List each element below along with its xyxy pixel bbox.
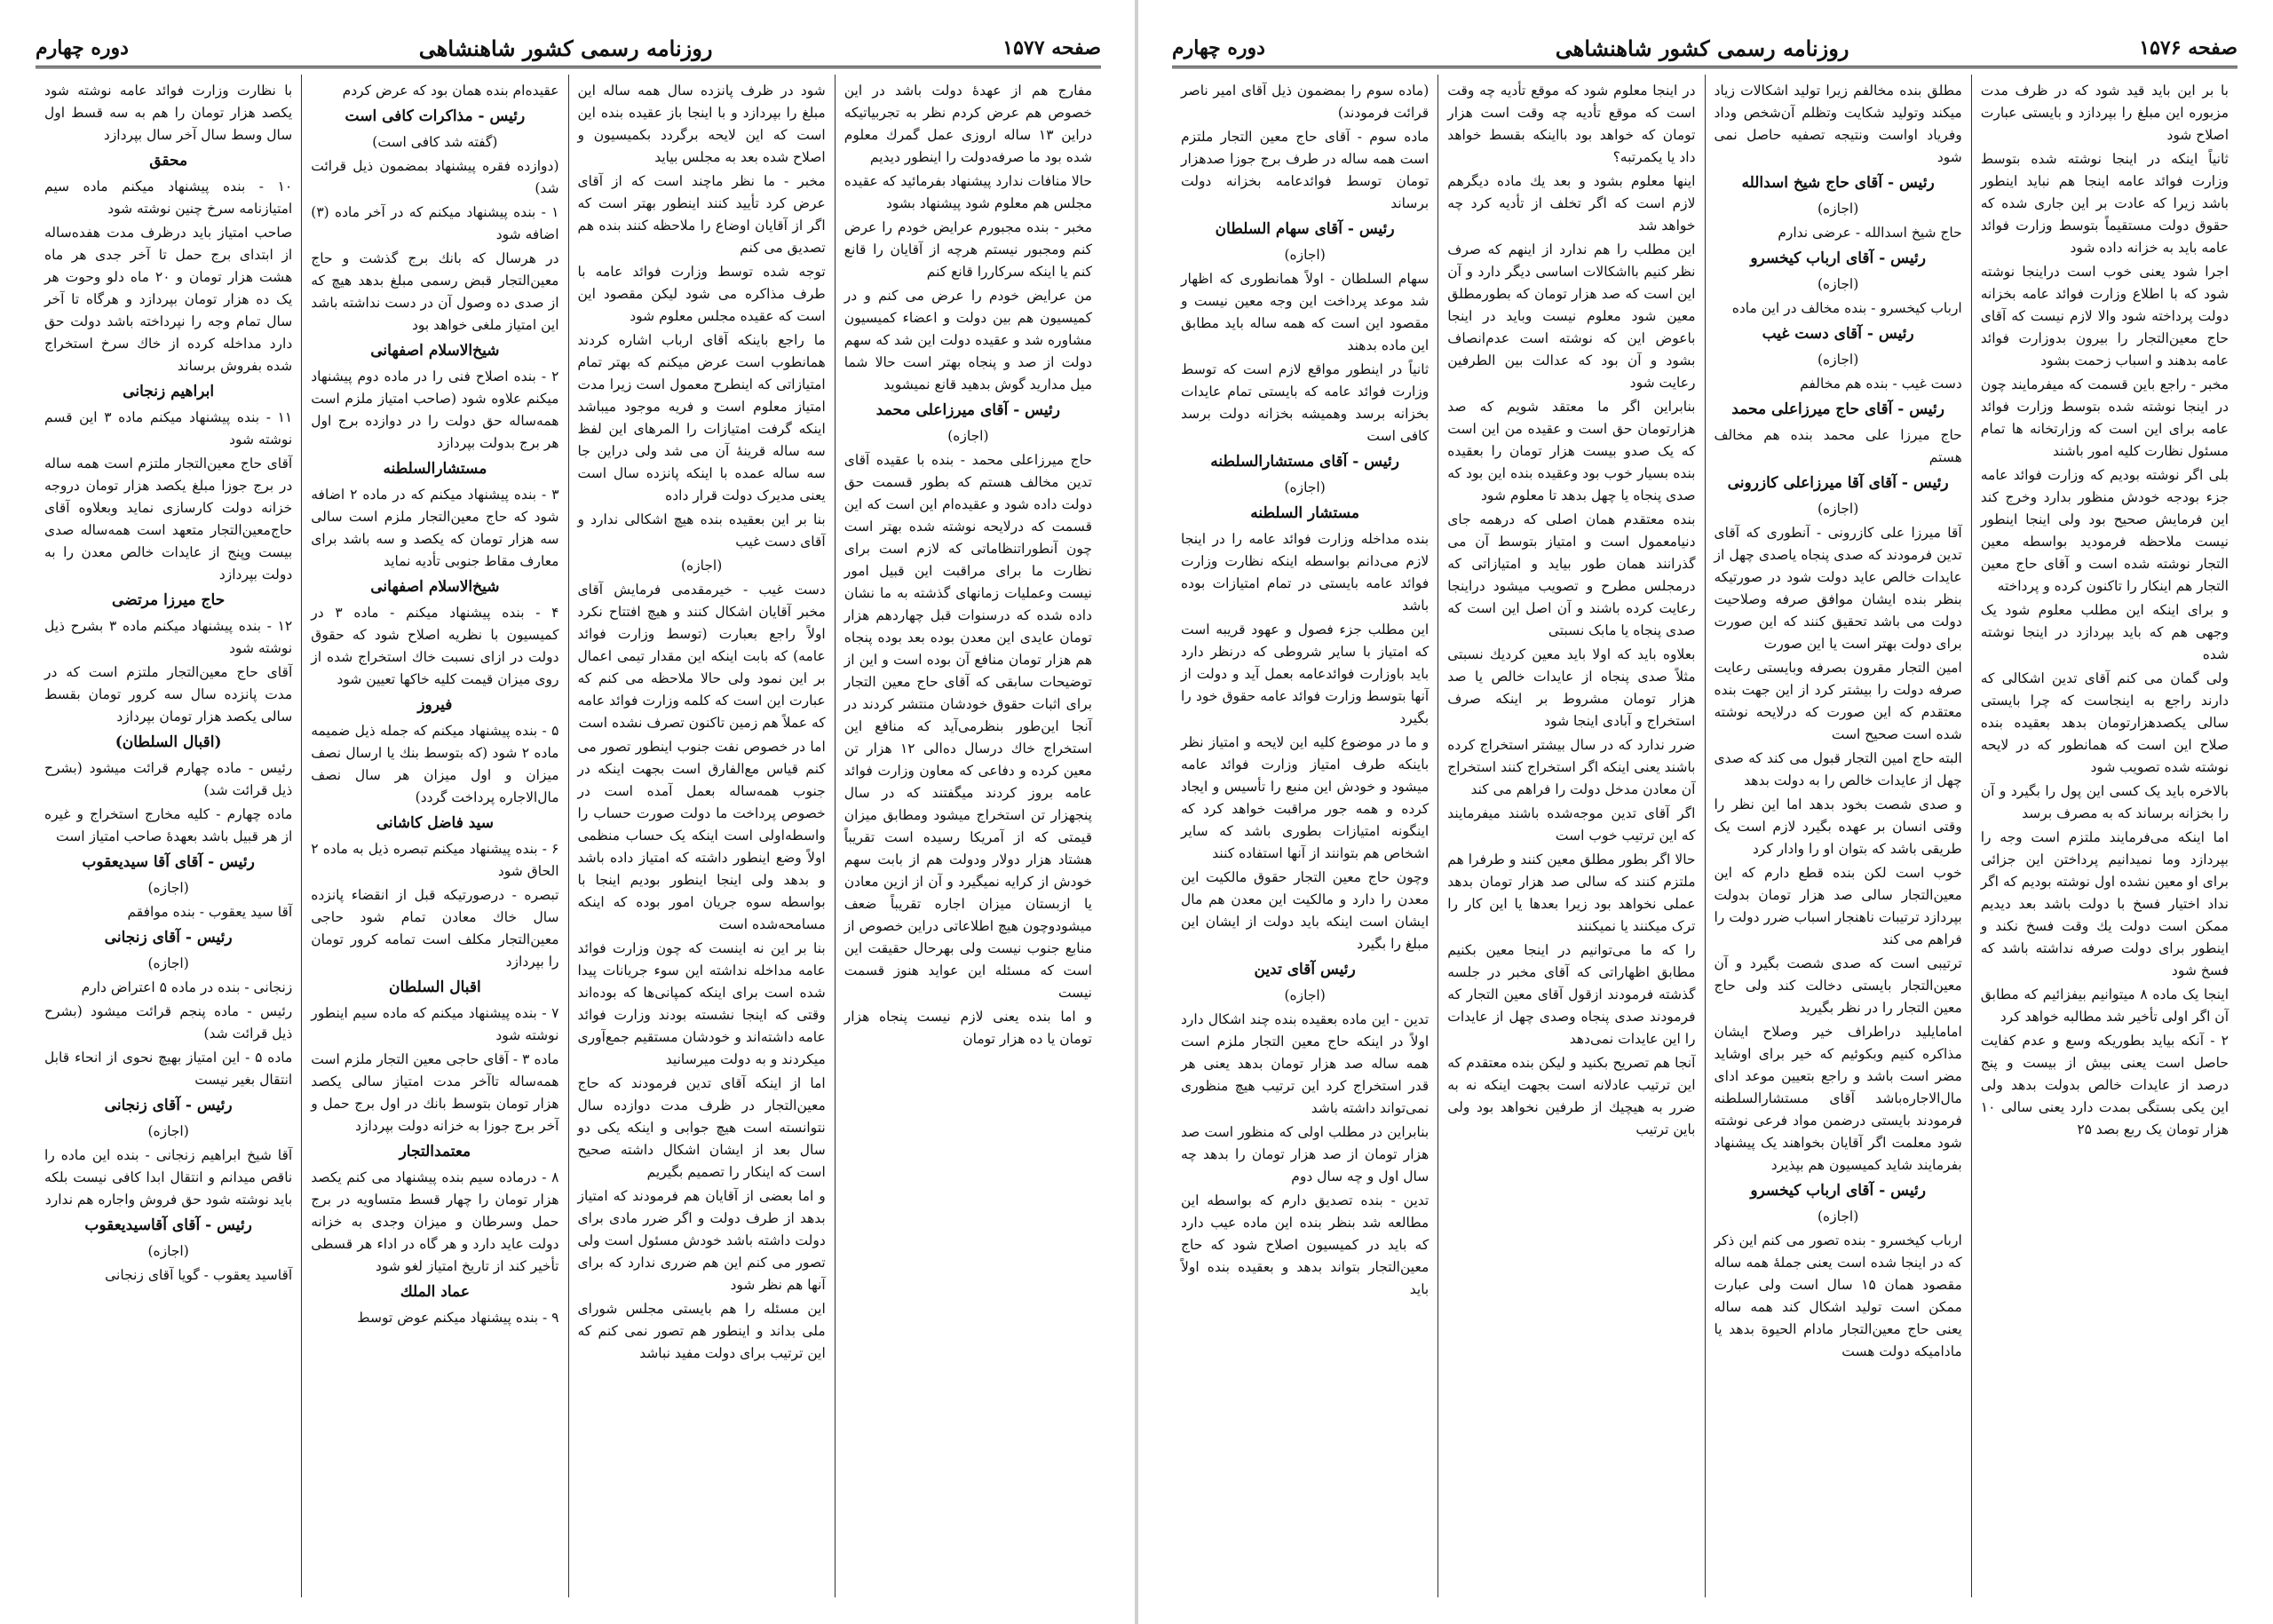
paragraph: حاج میرزا علی محمد بنده هم مخالف هستم <box>1714 427 1962 465</box>
paragraph: حالا اگر بطور مطلق معین کنند و طرفرا هم ملتزم کنند که سالی صد هزار تومان بدهد عملی نخواهد بود زیرا بعدها یا این کار را ترک میکنند یا نمیکنند <box>1447 852 1696 934</box>
permission-note: (اجازه) <box>147 1243 189 1259</box>
paragraph: حاج شیخ اسدالله - عرضی ندارم <box>1778 225 1962 241</box>
permission-note: (اجازه) <box>1284 247 1326 263</box>
left-header-page-number: صفحه ۱۵۷۷ <box>1002 36 1101 59</box>
permission-note: (اجازه) <box>147 880 189 896</box>
permission-note: (گفته شد کافی است) <box>372 134 498 150</box>
left-page-columns <box>36 75 1101 1597</box>
permission-note: (اجازه) <box>1817 352 1859 368</box>
paragraph: آقا شیخ ابراهیم زنجانی - بنده این ماده را ناقص میدانم و انتقال ابدا کافی نیست بلکه باید نوشته شود حق فروش واجاره هم ندارد <box>44 1147 293 1208</box>
paragraph: ۸ - درماده سیم بنده پیشنهاد می کنم یکصد هزار تومان را چهار قسط متساویه در برج حمل وسرطان و میزان وجدی به خزانه دولت عاید دارد و هر گاه در اداء هر قسطی تأخیر کند از تاریخ امتیاز لغو شود <box>311 1169 559 1274</box>
paragraph: ماده ۳ - آقای حاجی معین التجار ملزم است همه‌ساله تاآخر مدت امتیاز سالی یکصد هزار تومان بتوسط بانك در اول برج حمل و آخر برج جوزا به خزانه دولت بپردازد <box>311 1051 559 1134</box>
text-column <box>301 75 567 1597</box>
permission-note: (اجازه) <box>680 558 723 574</box>
paragraph: مفارج هم از عهدهٔ دولت باشد در این خصوص هم عرض کردم نظر به تجربیاتیکه دراین ۱۳ ساله اروزی عمل گمرك معلوم شده بود ما صرفه‌دولت را اینطور دیدیم <box>843 83 1093 165</box>
left-page-header <box>36 30 1101 68</box>
paragraph: ۱۰ - بنده پیشنهاد میکنم ماده سیم امتیازنامه سرخ چنین نوشته شود <box>44 178 293 217</box>
paragraph: و ما در موضوع کلیه این لایحه و امتیاز نظر باینکه طرف امتیاز وزارت فوائد عامه میشود و خودش این منبع را تأسیس و ایجاد کرده و همه جور مراقبت خواهد کرد که اینگونه امتیازات بطوری باشد که سایر اشخاص هم بتوانند از آنها استفاده کنند <box>1181 734 1430 861</box>
paragraph: ماده سوم - آقای حاج معین التجار ملتزم است همه ساله در طرف برج جوزا صدهزار تومان توسط فوائدعامه بخزانه دولت برساند <box>1181 129 1430 211</box>
paragraph: ارباب کیخسرو - بنده مخالف در این ماده <box>1731 300 1962 316</box>
speaker-heading: معتمدالتجار <box>399 1143 471 1161</box>
paragraph: تدین - این ماده بعقیده بنده چند اشکال دارد اولاً در اینکه حاج معین التجار ملزم است همه ساله صد هزار تومان بدهد یعنی هر قدر استخراج کرد این ترتیب هیچ منظوری نمی‌تواند داشته باشد <box>1181 1011 1430 1116</box>
paragraph: بنابراین در مطلب اولی که منظور است صد هزار تومان از صد هزار تومان را بدهد چه سال اول و چه سال دوم <box>1181 1124 1430 1184</box>
right-page <box>1136 0 2273 1624</box>
paragraph: مخبر - بنده مجبورم عرایض خودم را عرض کنم ومجبور نیستم هرچه از آقایان را قانع کنم یا اینکه سرکاررا قانع کنم <box>843 219 1092 280</box>
speaker-heading: رئیس - آقای میرزاعلی محمد <box>875 401 1060 419</box>
permission-note: (اجازه) <box>947 428 989 444</box>
speaker-heading: رئیس - آقای آقا میرزاعلی کازرونی <box>1727 474 1949 492</box>
paragraph: ماده چهارم - کلیه مخارج استخراج و غیره از هر قبیل باشد بعهدهٔ صاحب امتیاز است <box>44 806 293 844</box>
paragraph: آقا سید یعقوب - بنده موافقم <box>127 904 293 920</box>
paragraph: اجرا شود یعنی خوب است دراینجا نوشته شود که با اطلاع وزارت فوائد عامه بخزانه دولت پرداخته شود والا لازم نیست که آقای حاج معین‌التجار را بیرون بدوزارت فوائد عامه بدهند و اسباب زحمت بشود <box>1980 264 2229 368</box>
paragraph: تبصره - درصورتیکه قبل از انقضاء پانزده سال خاك معادن تمام شود حاجی معین‌التجار مکلف است تمامه کرور تومان را بپردازد <box>311 887 559 970</box>
speaker-heading: شیخ‌الاسلام اصفهانی <box>370 578 500 596</box>
left-header-period: دوره چهارم <box>36 36 129 59</box>
paragraph: حاج میرزاعلی محمد - بنده با عقیده آقای تدین مخالف هستم که بطور قسمت حق دولت داده شود و عقیده‌ام این است که این قسمت که درلایحه نوشته شده بهتر است چون آنطوراتنظاماتی که لازم است برای نظارت ما برای مراقبت این قبیل امور نیست وعملیات زمانهای گذشته به ما نشان داده شده که درسنوات قبل چهاردهم هزار تومان عایدی این معدن بوده بعد بوده پنجاه هم هزار تومان منافع آن بوده است و این از توضیحات سابقی که آقای حاج معین التجار برای اثبات حقوق خودشان منتشر کردند در آنجا این‌طور بنظرمی‌آید که منافع این استخراج خاك درسال ده‌الی ۱۲ هزار تن معین کرده و دفاعی که معاون وزارت فوائد عامه بروز کردند میگفتند که در سال پنجهزار تن استخراج میشود ومطابق میزان قیمتی که از آمریکا رسیده است تقریباً هشتاد هزار دولار ودولت هم از بابت سهم خودش از کرایه نمیگیرد و آن از ازین معادن یا ازبستان میزان اجاره تقریباً ضعف میشودوچون هیچ اطلاعاتی دراین خصوص از منابع جنوب نیست ولی بهرحال حقیقت این است که مسئله این عواید هنوز قسمت نیست <box>843 452 1092 1001</box>
paragraph: ۱۲ - بنده پیشنهاد میکنم ماده ۳ بشرح ذیل نوشته شود <box>44 618 293 656</box>
permission-note: (اجازه) <box>1284 987 1326 1003</box>
paragraph: (دوازده فقره پیشنهاد بمضمون ذیل قرائت شد) <box>311 158 559 196</box>
paragraph: ۲ - بنده اصلاح فنی را در ماده دوم پیشنهاد میکنم علاوه شود (صاحب امتیاز ملزم است همه‌ساله حق دولت را در دوازده برج اول هر برج بدولت بپردازد <box>311 368 559 451</box>
speaker-heading: عماد الملك <box>400 1283 471 1301</box>
paragraph: ۹ - بنده پیشنهاد میکنم عوض توسط <box>357 1310 559 1326</box>
paragraph: این مطلب جزء فصول و عهود قریبه است که امتیاز با سایر شروطی که درنظر دارد باید باوزارت فوائدعامه بعمل آید و دولت از آنها بتوسط وزارت فوائد عامه حقوق خود را بگیرد <box>1181 622 1430 726</box>
paragraph: آقای حاج معین‌التجار ملتزم است که در مدت پانزده سال سه کرور تومان بقسط سالی یکصد هزار تومان بپردازد <box>44 664 293 725</box>
paragraph: عقیده‌ام بنده همان بود که عرض کردم <box>342 83 559 99</box>
paragraph: بنده معتقدم همان اصلی که درهمه جای دنیامعمول است و امتیاز بتوسط آن می گذرانند همان طور بیاید و امتیازاتی که درمجلس مطرح و تصویب میشود دراینجا رعایت کرده باشند و آن اصل این است که صدی پنجاه یا مابک نسبتی <box>1447 511 1696 638</box>
paragraph: دست غیب - بنده هم مخالفم <box>1800 376 1962 392</box>
paragraph: توجه شده توسط وزارت فوائد عامه با طرف مذاکره می شود لیکن مقصود این است که عقیده مجلس معلوم شود <box>577 264 826 324</box>
paragraph: ۲ - آنکه بیاید بطوریکه وسع و عدم کفایت حاصل است یعنی بیش از بیست و پنج درصد از عایدات خالص بدولت بدهد ولی این یکی بستگی بمدت دارد یعنی سالی ۱۰ هزار تومان یک ربع بصد ۲۵ <box>1980 1033 2229 1137</box>
paragraph: و صدی شصت بخود بدهد اما این نظر را وقتی انسان بر عهده بگیرد لازم است یک طریقی باشد که بتوان او را وادار کرد <box>1714 796 1962 857</box>
speaker-heading: رئیس - آقای دست غیب <box>1762 325 1914 343</box>
paragraph: ۵ - بنده پیشنهاد میکنم که جمله ذیل ضمیمه ماده ۲ شود (که بتوسط بنك یا ارسال نصف میزان و اول میزان هر سال نصف مال‌الاجاره پرداخت گردد) <box>311 723 559 805</box>
paragraph: البته حاج امین التجار قبول می کند که صدی چهل از عایدات خالص را به دولت بدهد <box>1714 750 1962 788</box>
left-page <box>0 0 1136 1624</box>
paragraph: و اما بنده یعنی لازم نیست پنجاه هزار تومان یا ده هزار تومان <box>843 1009 1092 1047</box>
paragraph: اما در خصوص نفت جنوب اینطور تصور می کنم قیاس مع‌الفارق است بجهت اینکه در جنوب همه‌ساله بعمل آمده است در خصوص پرداخت ما دولت صورت حساب را واسطه‌اولی است اینکه یک حساب منظمی اولاً وضع اینطور داشته که امتیاز داده باشد و بدهد ولی اینجا اینطور بودیم اینجا با بواسطه سوه جریان امور بوده که اینکه مسامحه‌شده است <box>577 739 826 932</box>
paragraph: رئیس - ماده پنجم قرائت میشود (بشرح ذیل قرائت شد) <box>44 1003 293 1042</box>
paragraph: این مطلب را هم ندارد از اینهم که صرف نظر کنیم بااشکالات اساسی دیگر دارد و آن این است که صد هزار تومان که بطورمطلق معین شود معلوم نیست وباید در اینجا باعوض این که نوشته است عدم‌انصاف بشود و آن بود که عدالت بین الطرفین رعایت شود <box>1447 242 1696 391</box>
speaker-heading: رئیس - آقای حاج میرزاعلی محمد <box>1731 400 1944 418</box>
paragraph: ۶ - بنده پیشنهاد میکنم تبصره ذیل به ماده ۲ الحاق شود <box>311 841 559 879</box>
paragraph: بنده مداخله وزارت فوائد عامه را در اینجا لازم می‌دانم بواسطه اینکه نظارت وزارت فوائد عامه بایستی در تمام امتیازات بوده باشد <box>1181 531 1430 614</box>
permission-note: (اجازه) <box>1817 201 1859 217</box>
paragraph: مخبر - راجع باین قسمت که میفرمایند چون در اینجا نوشته شده بتوسط وزارت فوائد عامه برای این است که وزارتخانه ها تمام مسئول نظارت کلیه امور باشند <box>1980 376 2229 459</box>
speaker-heading: مستشارالسلطنه <box>383 460 487 478</box>
paragraph: با نظارت وزارت فوائد عامه نوشته شود یکصد هزار تومان را هم به سه قسط اول سال وسط سال آخر سال بپردازد <box>44 83 293 143</box>
paragraph: آقا میرزا علی کازرونی - آنطوری که آقای تدین فرمودند که صدی پنجاه یاصدی چهل از عایدات خالص عاید دولت شود در صورتیکه بنظر بنده ایشان موافق صرفه وصلاحیت دولت می باشد تحقیق کنند که این صورت برای دولت بهتر است یا این صورت <box>1714 525 1962 652</box>
paragraph: در اینجا معلوم شود که موقع تأدیه چه وقت است که موقع تأدیه چه وقت است هزار تومان که خواهد بود بااینکه بقسط خواهد داد یا یکمرتبه؟ <box>1447 83 1696 165</box>
paragraph: رئیس - ماده چهارم قرائت میشود (بشرح ذیل قرائت شد) <box>44 760 293 798</box>
text-column <box>1437 75 1704 1597</box>
paragraph: و اما بعضی از آقایان هم فرمودند که امتیاز بدهد از طرف دولت و اگر ضرر مادی برای دولت داشته باشد خودش مسئول است ولی تصور می کنم این هم ضرری ندارد که برای آنها هم نظر شود <box>577 1188 826 1293</box>
speaker-heading: شیخ‌الاسلام اصفهانی <box>370 342 500 360</box>
paragraph: ثانیاً در اینطور مواقع لازم است که توسط وزارت فوائد عامه که بایستی تمام عایدات بخزانه برسد وهمیشه بخزانه دولت برسد کافی است <box>1181 361 1430 444</box>
speaker-heading: رئیس - آقای ارباب کیخسرو <box>1750 250 1926 267</box>
paragraph: وچون حاج معین التجار حقوق مالکیت این معدن را دارد و مالکیت این معدن هم مال ایشان است اینکه باید دولت از ایشان این مبلغ را بگیرد <box>1181 869 1430 952</box>
paragraph: اما اینکه می‌فرمایند ملتزم است وجه را بپردازد وما نمیدانیم پرداختن این جزائی برای او معین نشده اول نوشته بودیم که اگر نداد اختیار فسخ با دولت باشد بعد دیدیم ممکن است دولت یك وقت فسخ نکند و اینطور برای دولت صرفه نداشته باشد که فسخ شود <box>1980 829 2229 978</box>
paragraph: با بر این باید قید شود که در ظرف مدت مزبوره این مبلغ را بپردازد و بایستی عبارت اصلاح شود <box>1980 83 2229 143</box>
right-page-columns <box>1172 75 2237 1597</box>
paragraph: اینها معلوم بشود و بعد یك ماده دیگرهم لازم است که اگر تخلف از تأدیه کرد چه خواهد شد <box>1447 173 1696 234</box>
right-header-page-number: صفحه ۱۵۷۶ <box>2139 36 2237 59</box>
speaker-heading: رئیس - آقای زنجانی <box>104 1097 233 1114</box>
permission-note: (اجازه) <box>1284 479 1326 495</box>
paragraph: و برای اینکه این مطلب معلوم شود یک وجهی هم که باید بپردازد در اینجا نوشته شده <box>1980 602 2229 662</box>
speaker-heading: رئیس - آقای زنجانی <box>104 929 233 947</box>
text-column <box>1971 75 2237 1597</box>
paragraph: دست غیب - خیرمقدمی فرمایش آقای مخبر آقایان اشکال کنند و هیچ افتتاح نکرد اولاً راجع بعبارت (توسط وزارت فوائد عامه) که بابت اینکه این مقدار تیمی اعمال بر این نمود ولی حالا ملاحظه می کنم که عبارت این است که کلمه وزارت فوائد عامه که عملاً هم زمین تاکنون تصرف نشده است <box>577 582 826 731</box>
speaker-heading: (اقبال السلطان) <box>115 733 222 751</box>
text-column <box>1705 75 1971 1597</box>
paragraph: ترتیبی است که صدی شصت بگیرد و آن معین‌التجار بایستی دخالت کند ولی حاج معین التجار را در نظر بگیرید <box>1714 955 1962 1016</box>
permission-note: (اجازه) <box>1817 1208 1859 1224</box>
paragraph: (ماده سوم را بمضمون ذیل آقای امیر ناصر قرائت فرمودند) <box>1181 83 1430 121</box>
paragraph: ثانیاً اینکه در اینجا نوشته شده بتوسط وزارت فوائد عامه اینجا هم نباید اینطور باشد زیرا که عادت بر این جاری شده که حقوق دولت مستقیماً بتوسط وزارت فوائد عامه باید به خزانه داده شود <box>1980 151 2229 256</box>
paragraph: اگر آقای تدین موجه‌شده باشند میفرمایند که این ترتیب خوب است <box>1447 805 1696 844</box>
paragraph: اینجا یک ماده ۸ میتوانیم بیفزائیم که مطابق آن اگر اولی تأخیر شد مطالبه خواهد کرد <box>1980 986 2229 1025</box>
paragraph: مطلق بنده مخالفم زیرا تولید اشکالات زیاد میکند وتولید شکایت وتظلم آن‌شخص وداد وفریاد اواست ونتیجه تصفیه حاصل نمی شود <box>1714 83 1962 165</box>
paragraph: آقای حاج معین‌التجار ملتزم است همه ساله در برج جوزا مبلغ یکصد هزار تومان دروجه خزانه دولت کارسازی نماید وبعلاوه آقای حاج‌معین‌التجار متعهد است همه‌ساله صدی بیست وپنج از عایدات خالص معدن را به دولت بپردازد <box>44 456 293 582</box>
text-column <box>568 75 835 1597</box>
speaker-heading: سید فاضل کاشانی <box>376 814 495 832</box>
paragraph: ۱۱ - بنده پیشنهاد میکنم ماده ۳ این قسم نوشته شود <box>44 409 293 448</box>
paragraph: ما راجع باینکه آقای ارباب اشاره کردند همانطوب است عرض میکنم که بهتر تمام امتیازاتی که اینطرح معمول است زیرا مدت امتیاز معلوم است و فریه موجود میباشد اینکه گرفت امتیازات را المرهای این لفظ سه ساله قرینهٔ آن می شد ولی دراین جا سه ساله عمده با اینکه پانزده سال است یعنی مدیرک دولت قرار داده <box>577 332 826 503</box>
paragraph: بالاخره باید یک کسی این پول را بگیرد و آن را بخزانه برساند که به مصرف برسد <box>1980 783 2229 821</box>
text-column <box>1172 75 1437 1597</box>
paragraph: حالا منافات ندارد پیشنهاد بفرمائید که عقیده مجلس هم معلوم شود پیشنهاد بشود <box>843 173 1092 211</box>
paragraph: آقاسید یعقوب - گویا آقای زنجانی <box>105 1267 293 1283</box>
left-header-newspaper-title: روزنامه رسمی کشور شاهنشاهی <box>418 35 713 61</box>
paragraph: بعلاوه باید که اولا باید معین کردیك نسبتی مثلاً صدی پنجاه از عایدات خالص یا صد هزار تومان مشروط بر اینکه صرف استخراج و آبادی اینجا شود <box>1447 646 1696 729</box>
speaker-heading: رئیس - آقای سهام السلطان <box>1215 220 1395 238</box>
speaker-heading: رئیس - آقای آقا سیدیعقوب <box>82 853 255 871</box>
speaker-heading: رئیس - آقای ارباب کیخسرو <box>1750 1182 1926 1200</box>
paragraph: در هرسال که بانك برج گذشت و حاج معین‌التجار قبض رسمی مبلغ بدهد هیچ که از صدی ده وصول آن در دست نداشته باشد این امتیاز ملغی خواهد بود <box>311 250 559 333</box>
permission-note: (اجازه) <box>1817 276 1859 292</box>
paragraph: امامایلید دراطراف خیر وصلاح ایشان مذاکره کنیم وبکوئیم که خیر برای اوشاید مضر است باشد و راجع بتعیین موعد ادای مال‌الاجاره‌باشد آقای مستشارالسلطنه فرمودند بایستی درضمن مواد فرعی نوشته شود معلمت اگر آقایان بخواهند یک پیشنهاد بفرمایند شاید کمیسیون هم بپذیرد <box>1714 1024 1962 1173</box>
speaker-heading: فیروز <box>417 696 453 714</box>
right-header-newspaper-title: روزنامه رسمی کشور شاهنشاهی <box>1555 35 1849 61</box>
paragraph: ۴ - بنده پیشنهاد میکنم - ماده ۳ در کمیسیون با نظریه اصلاح شود که حقوق دولت در ازای نسبت خاك استخراج شده از روی میزان قیمت کلیه خاکها تعیین شود <box>311 605 559 687</box>
paragraph: مخبر - ما نظر ماچند است که از آقای عرض کرد تأیید کنند اینطور بهتر است که اگر از آقایان اوضاع را ملاحظه کنند بنده هم تصدیق می کنم <box>577 173 826 256</box>
paragraph: شود در ظرف پانزده سال همه ساله این مبلغ را بپردازد و با اینجا باز عقیده بنده این است که این لایحه برگردد بکمیسیون و اصلاح شده بعد به مجلس بیاید <box>577 83 826 165</box>
paragraph: ضرر ندارد که در سال بیشتر استخراج کرده باشند یعنی اینکه اگر استخراج کنند استخراج آن معادن مدخل دولت را فراهم می کند <box>1447 737 1696 797</box>
text-column <box>835 75 1101 1597</box>
paragraph: ۱ - بنده پیشنهاد میکنم که در آخر ماده (۳) اضافه شود <box>311 204 559 242</box>
speaker-heading: حاج میرزا مرتضی <box>112 591 226 609</box>
speaker-heading: محقق <box>149 152 188 170</box>
text-column <box>36 75 301 1597</box>
paragraph: من عرایض خودم را عرض می کنم و در کمیسیون هم بین دولت و اعضاء کمیسیون مشاوره شد و عقیده دولت این شد که سهم دولت از صد و پنجاه بهتر است حالا شما میل مدارید گوش بدهید قانع نمیشوید <box>843 288 1092 392</box>
paragraph: آنجا هم تصریح بکنید و لیکن بنده معتقدم که این ترتیب عادلانه است بجهت اینکه نه به ضرر به هیچیك از طرفین نخواهد بود ولی باین ترتیب <box>1447 1055 1696 1137</box>
paragraph: بلی اگر نوشته بودیم که وزارت فوائد عامه جزء بودجه خودش منظور بدارد وخرج کند این فرمایش صحیح بود ولی اینجا اینطور نیست ملاحظه فرمودید بواسطه معین التجار نوشته شده است و آقای حاج معین التجار هم اینکار را تاکنون کرده و پرداخته <box>1980 467 2229 594</box>
paragraph: خوب است لکن بنده قطع دارم که این معین‌التجار سالی صد هزار تومان بدولت بپردازد ترتیبات ناهنجار اسباب ضرر دولت را فراهم می کند <box>1714 865 1962 947</box>
paragraph: سهام السلطان - اولاً همانطوری که اظهار شد موعد پرداخت این وجه معین نیست و مقصود این است که همه ساله باید مطابق این ماده بدهند <box>1181 271 1430 353</box>
paragraph: را که ما می‌توانیم در اینجا معین بکنیم مطابق اظهاراتی که آقای مخبر در جلسه گذشته فرمودند ازقول آقای معین التجار که فرمودند صدی پنجاه وصدی چهل از عایدات را این عایدات نمی‌دهد <box>1447 942 1696 1047</box>
speaker-heading: اقبال السلطان <box>389 978 481 996</box>
permission-note: (اجازه) <box>147 955 189 971</box>
paragraph: ماده ۵ - این امتیاز بهیچ نحوی از انحاء قابل انتقال بغیر نیست <box>44 1050 293 1088</box>
paragraph: بنا بر این نه اینست که چون وزارت فوائد عامه مداخله نداشته این سوء جریانات پیدا شده است برای اینکه کمپانی‌ها که بوده‌اند وقتی که اینجا نشسته بودند وزارت فوائد عامه داشته‌اند و خودشان مستقیم جمع‌آوری میکردند و به دولت میرسانید <box>577 940 826 1067</box>
speaker-heading: رئیس - آقای آقاسیدیعقوب <box>84 1216 252 1234</box>
paragraph: تدین - بنده تصدیق دارم که بواسطه این مطالعه شد بنظر بنده این ماده عیب دارد که باید در کمیسیون اصلاح شود که حاج معین‌التجار بتواند بدهد و بعقیده بنده اولاً باید <box>1181 1192 1430 1297</box>
permission-note: (اجازه) <box>147 1123 189 1139</box>
paragraph: ولی گمان می کنم آقای تدین اشکالی که دارند راجع به اینجاست که چرا بایستی سالی یکصدهزارتومان بدهد بعقیده بنده صلاح این است که همانطور که در لایحه نوشته شده تصویب شود <box>1980 670 2229 775</box>
right-header-period: دوره چهارم <box>1172 36 1265 59</box>
paragraph: بنابراین اگر ما معتقد شویم که صد هزارتومان حق است و عقیده من این است که یک صدو بیست هزار تومان را بعقیده بنده بسیار خوب بود وعقیده بنده این بود که صدی پنجاه یا چهل بدهد تا معلوم شود <box>1447 399 1696 503</box>
permission-note: (اجازه) <box>1817 501 1859 517</box>
paragraph: این مسئله را هم بایستی مجلس شورای ملی بداند و اینطور هم تصور نمی کنم که این ترتیب برای دولت مفید نباشد <box>577 1301 826 1361</box>
paragraph: ۳ - بنده پیشنهاد میکنم که در ماده ۲ اضافه شود که حاج معین‌التجار ملزم است سالی سه هزار تومان که یکصد و سه باشد برای معارف مقاط جنوبی تأدیه نماید <box>311 487 559 569</box>
paragraph: زنجانی - بنده در ماده ۵ اعتراض دارم <box>81 979 293 995</box>
speaker-heading: مستشار السلطنه <box>1250 504 1359 522</box>
speaker-heading: رئیس - مذاکرات کافی است <box>345 107 526 125</box>
right-page-header <box>1172 30 2237 68</box>
paragraph: بنا بر این بعقیده بنده هیچ اشکالی ندارد و آقای دست غیب <box>577 511 826 550</box>
paragraph: ارباب کیخسرو - بنده تصور می کنم این ذکر که در اینجا شده است یعنی جملهٔ همه ساله مقصود همان ۱۵ سال است ولی عبارت ممکن است تولید اشکال کند همه ساله یعنی حاج معین‌التجار مادام الحیوة بدهد یا مادامیکه دولت هست <box>1714 1232 1962 1359</box>
paragraph: صاحب امتیاز باید درظرف مدت هفده‌ساله از ابتدای برج حمل تا آخر جدی هر ماه هشت هزار تومان و ۲۰ ماه دلو وحوت هر یک ده هزار تومان بپردازد و هرگاه تا آخر سال تمام وجه را نپرداخته باشد دولت حق دارد مداخله کرده از خاك سرخ استخراج شده بفروش برساند <box>44 225 293 374</box>
paragraph: ۷ - بنده پیشنهاد میکنم که ماده سیم اینطور نوشته شود <box>311 1005 559 1043</box>
speaker-heading: رئیس آقای تدین <box>1254 961 1356 978</box>
paragraph: امین التجار مقرون بصرفه وبایستی رعایت صرفه دولت را بیشتر کرد از این جهت بنده معتقدم که این صورت که درلایحه نوشته شده است صحیح است <box>1714 660 1962 742</box>
speaker-heading: رئیس - آقای حاج شیخ اسدالله <box>1741 174 1935 192</box>
paragraph: اما از اینکه آقای تدین فرمودند که حاج معین‌التجار در ظرف مدت دوازده سال نتوانسته است هیچ جوابی و اینکه یکی دو سال بعد از ایشان اشکال داشته صحیح است که اینکار را تصمیم بگیریم <box>577 1075 826 1180</box>
speaker-heading: ابراهیم زنجانی <box>123 383 215 400</box>
speaker-heading: رئیس - آقای مستشارالسلطنه <box>1210 453 1399 471</box>
